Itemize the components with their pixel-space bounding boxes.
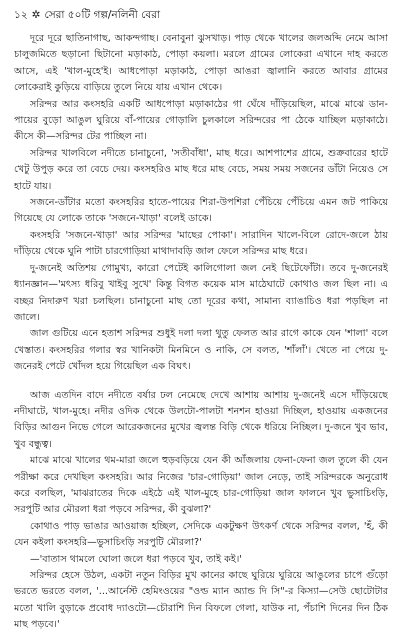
paragraph: সরিন্দর আর কংসহরি একটি আধপোড়া মড়াকাঠের গা ঘেঁষে দাঁড়িয়েছিল, মাঝে মাঝে ডান-পায়ের বুড়ো আঙুল ঘুরিয়ে বাঁ-পায়ের গোড়ালি চুলকালে সরিন্দরের পা ঠেকে যাচ্ছিল মড়াকাঠে। কীসে কী—সরিন্দর টের পাচ্ছিল না। [14, 98, 388, 143]
ornament-icon: ✲ [31, 9, 41, 21]
paragraph: দু-জনেই অতিশয় গোমুখ্য, কারো পেটেই কালিগোলা জল নেই ছিটেফোঁটা। তবে দু-জনেরই ধ্যানজ্ঞান—'মৎস্য ধরিবু খাইবু সুখে' কিন্তু বিগত কয়েক মাস মাঠেঘাটে কোথাও জল ছিল না। এ বচ্ছর নিদারুণ খরা চলছিল। চানাচুনো মাছ তো দূরের কথা, সামান্য ব্যাঙাচিও ধরা পড়ছিল না জালে। [14, 262, 388, 323]
book-title: সেরা ৫০টি গল্প/নলিনী বেরা [44, 9, 161, 21]
paragraph: জাল গুটিয়ে এনে হতাশ সরিন্দর শুধুই দলা দলা থুতু ফেলত আর রাগে কাকে যেন 'শালা' বলে খেস্তাত। কংসহরির গলার স্বর খানিকটা মিনমিনে ও নাকি, সে বলত, 'শাঁলাঁ'। খেতে না পেয়ে দু-জনেরই পেটে খোঁদল হয়ে গিয়েছিল এক বিঘৎ। [14, 328, 388, 373]
paragraph: দূরে দূরে ছাতিনাগাছ, আকন্দগাছ। বেনাবুনা ঝুসখাড়। পাড় থেকে খালের জলঅব্দি নেমে আসা চালুজমিতে ছড়ানো ছিটানো মড়াকাঠ, পোড়া কয়লা। মরলে গ্রামের লোকেরা এখানে দাহ করতে আসে, এই 'খাল-মুহে'ই। আধপোড়া মড়াকাঠ, পোড়া আঙরা জ্বালানি করতে আবার গ্রামের লোকেরাই কুড়িয়ে বাড়িয়ে তুলে নিয়ে যায় এখান থেকে। [14, 33, 388, 94]
paragraph: কোথাও পাড় ভাঙার আওয়াজ হচ্ছিল, সেদিকে একটুক্ষণ উৎকর্ণ থেকে সরিন্দর বলল, 'হঁ, কী যেন কইলা কংসহরি—ভুসাচিংড়ি সরপুটি মৌরলা?' [14, 520, 388, 549]
paragraph: মাঝে মাঝে খালের থম-মারা জলে হুড়বড়িয়ে যেন কী আঁজলায় ফেনা-ফেনা জল তুলে কী যেন পরীক্ষা করে দেখছিল কংসহরি। আর নিজের 'চার-গোড়িয়া' জাল নেড়ে, তাই সরিন্দরকে অনুরোধ করে বলছিল, 'মাঝরাতের দিকে এইঠে এই খাল-মুহে চার-গোড়িয়া জাল ফালনে খুব ভুসাচিংড়ি, সরপুটি আর মৌরলা ধরা পড়বে সরিন্দর, কী বুঝলা?' [14, 455, 388, 516]
paragraph: কংসহরি 'সজনে-খাড়া' আর সরিন্দর 'মাছের পোকা'। সারাদিন খালে-বিলে রোদে-জলে ঠায় দাঁড়িয়ে থেকে ঘুনি পাটা চারগোড়িয়া মাথাদাবড়ি জাল ফেলে সরিন্দর মাছ ধরে। [14, 229, 388, 258]
page-header [14, 8, 388, 22]
paragraph: —'বাতাস থামলে ঘোলা জলে ধরা পড়বে খুব, তাই কই।' [30, 553, 242, 565]
page-number: ১২ [14, 9, 28, 21]
paragraph: সরিন্দর হেসে উঠল, একটা নতুন বিড়ির মুখ কানের কাছে ঘুরিয়ে ঘুরিয়ে আঙুলের চাপে গুঁড়ো ভরতে ভরতে বলল, '...আর্নেস্ট হেমিংওয়ের "ওল্ড ম্যান অ্যান্ড দি সি"-র কিস্যা—সেউ ছোটোটার মতো খালি বুড়াকে প্রবোধ দ্যাওটো—চৌরাশি দিন বিফলে গেলা, যাউক না, পঁচাশি দিনের দিন ঠিক মাছ পড়বে।' [14, 570, 388, 631]
paragraph: আজ এতদিন বাদে নদীতে বর্ষার ঢল নেমেছে দেখে আশায় আশায় দু-জনেই এসে দাঁড়িয়েছে নদীঘাটে, খাল-মুহে। নদীর ওদিক থেকে উলটো-পালটা শনশন হাওয়া দিচ্ছিল, হাওয়ায় একজনের বিড়ির আগুন নিভে গেলে আরেকজনের মুখের জ্বলন্ত বিড়ি থেকে ধরিয়ে নিচ্ছিল। দু-জনে খুব ভাব, খুব বন্ধুত্ব। [14, 389, 388, 450]
paragraph: সরিন্দর খালবিলে নদীতে চানাচুনো, 'সতীবাঁধা', মাছ ধরে। আশপাশের গ্রামে, শুক্রবারের হাটে খেটু উপুড় করে তা বেচে দেয়। কংসহরিও মাছ ধরে মাছ বেচে, সময় সময় সজনের ডাঁটা নিয়েও সে হাটে যায়। [14, 147, 388, 192]
paragraph: সজনে-ডাঁটার মতো কংসহরির হাতে-পায়ের শিরা-উপশিরা পেঁচিয়ে পেঁচিয়ে এমন জট পাকিয়ে গিয়েছে যে লোকে তাকে 'সজনে-খাড়া' বলেই ডাকে। [14, 197, 388, 225]
